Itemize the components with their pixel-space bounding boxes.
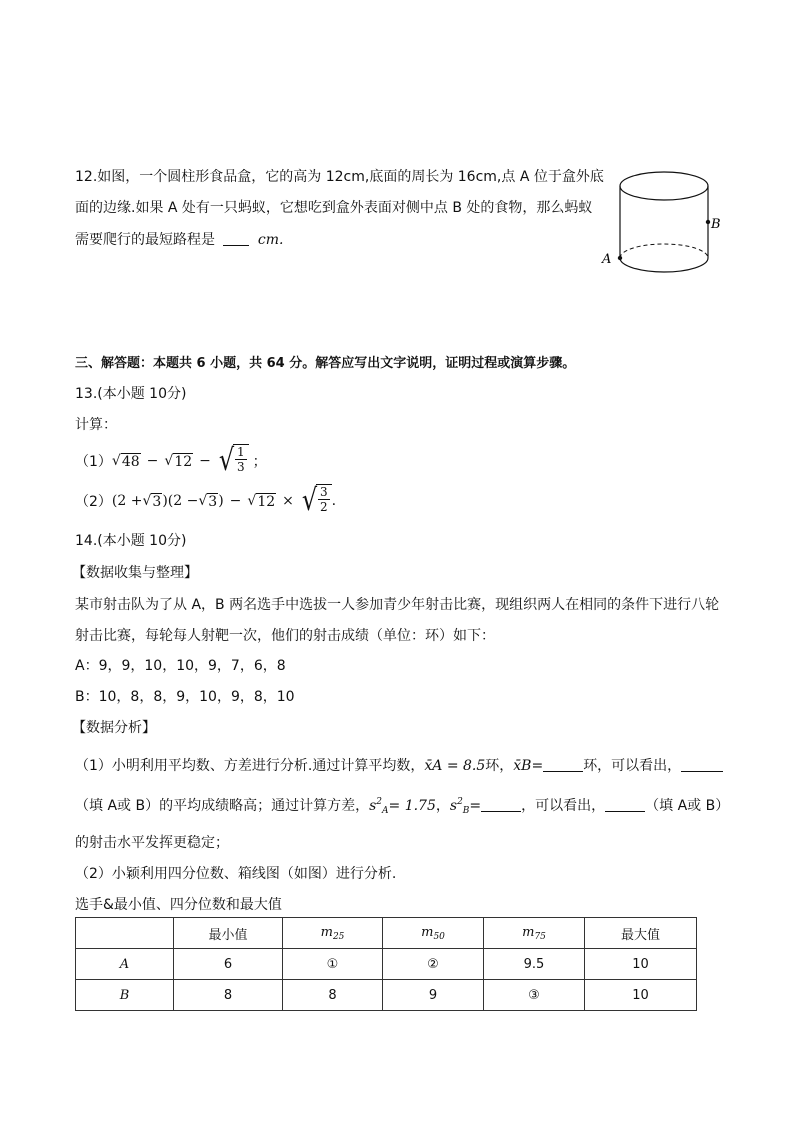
q13-part-2-label: （2） (75, 494, 112, 510)
table-cell: 10 (585, 949, 697, 980)
q13-part-2 (75, 483, 336, 519)
q14-part-1-line-3: 的射击水平发挥更稳定； (75, 835, 229, 851)
q12-unit: cm. (257, 232, 284, 248)
q14-part-1-line-1: （1）小明利用平均数、方差进行分析.通过计算平均数，x̄A = 8.5环，x̄B= 环，可以看出， (75, 755, 723, 775)
q14-part-1-post: 环，可以看出， (583, 758, 682, 774)
table-cell: ③ (484, 980, 585, 1011)
mean-b-blank (543, 757, 583, 772)
table-cell: ① (283, 949, 383, 980)
q12-line-1: 12.如图，一个圆柱形食品盒，它的高为 12cm,底面的周长为 16cm,点 A 位于盒外底 (75, 169, 604, 185)
table-cell: B (76, 980, 174, 1011)
table-header-row (76, 918, 697, 949)
q13-prompt: 计算： (75, 417, 117, 433)
table-cell: 6 (174, 949, 283, 980)
q14-part-1-text: （1）小明利用平均数、方差进行分析.通过计算平均数， (75, 758, 425, 774)
q14-part-1-line-2-tail: （填 A或 B） (645, 798, 730, 814)
table-header-m75: $m_{75}$ (484, 918, 585, 949)
table-row (76, 980, 697, 1011)
q14-part-1-mid: 环， (485, 758, 514, 774)
table-header-m50: $m_{50}$ (383, 918, 484, 949)
table-header-cell: 最大值 (585, 918, 697, 949)
variance-b-blank (481, 797, 521, 812)
q12-answer-blank (223, 231, 249, 246)
table-cell: 8 (283, 980, 383, 1011)
quartile-table (75, 917, 697, 1011)
table-row (76, 949, 697, 980)
q14-part-1-line-2-mid: ， (435, 798, 450, 814)
q14-part-1-line-2: （填 A或 B）的平均成绩略高；通过计算方差，$s^2_A= 1.75$，$s^2_B=$ ，可以看出， （填 A或 B） (75, 797, 730, 816)
q13-part-1-expression: √ 48 − √ 12 − √ $\frac{1}{3}$ ； (111, 443, 267, 478)
mean-b-symbol: x̄B (513, 758, 532, 774)
variance-a-value: = 1.75 (388, 798, 436, 814)
q12-line-2: 面的边缘.如果 A 处有一只蚂蚁，它想吃到盒外表面对侧中点 B 处的食物，那么蚂蚁 (75, 200, 593, 216)
cylinder-top-ellipse (620, 172, 708, 200)
higher-mean-blank (681, 757, 723, 772)
table-header-cell: 最小值 (174, 918, 283, 949)
q12-line-3-text: 需要爬行的最短路程是 (75, 232, 215, 248)
q13-part-1-label: （1） (75, 454, 112, 470)
table-cell: ② (383, 949, 484, 980)
q13-part-1 (75, 444, 267, 478)
q14-collect-heading: 【数据收集与整理】 (72, 565, 198, 581)
q14-scores-a: A：9，9，10，10，9，7，6，8 (75, 658, 286, 674)
q12-line-3 (75, 229, 283, 249)
table-cell: 9.5 (484, 949, 585, 980)
table-header-cell (76, 918, 174, 949)
q13-header: 13.(本小题 10分) (75, 386, 187, 402)
table-cell: 8 (174, 980, 283, 1011)
variance-a-symbol: $s^2_A$ (369, 797, 389, 816)
mean-a-expression: x̄A = 8.5 (424, 758, 486, 774)
more-stable-blank (605, 797, 645, 812)
variance-b-symbol: $s^2_B$ (449, 797, 470, 816)
q14-part-2: （2）小颖利用四分位数、箱线图（如图）进行分析. (75, 866, 397, 882)
q14-header: 14.(本小题 10分) (75, 533, 187, 549)
table-cell: A (76, 949, 174, 980)
point-b-dot (706, 220, 710, 224)
point-a-label: A (602, 252, 612, 267)
q14-analysis-heading: 【数据分析】 (72, 720, 156, 736)
q14-scores-b: B：10，8，8，9，10，9，8，10 (75, 689, 295, 705)
q14-intro-line-2: 射击比赛，每轮每人射靶一次，他们的射击成绩（单位：环）如下： (75, 628, 495, 644)
table-cell: 9 (383, 980, 484, 1011)
q14-part-1-line-2-post: ，可以看出， (521, 798, 606, 814)
section-3-title: 三、解答题：本题共 6 小题，共 64 分。解答应写出文字说明，证明过程或演算步骤。 (75, 356, 576, 371)
cylinder-bottom-back (620, 244, 708, 258)
point-b-label: B (711, 217, 721, 232)
q14-part-1-line-2-text: （填 A或 B）的平均成绩略高；通过计算方差， (75, 798, 370, 814)
cylinder-figure (598, 166, 728, 278)
cylinder-bottom-front (620, 258, 708, 272)
point-a-dot (618, 256, 622, 260)
q13-part-2-expression: (2 + √ 3 )(2 − √ 3 ) − √ 12 × √ $\frac{3}{2}$ . (111, 483, 337, 518)
table-caption: 选手&最小值、四分位数和最大值 (75, 897, 282, 913)
table-cell: 10 (585, 980, 697, 1011)
table-header-m25: $m_{25}$ (283, 918, 383, 949)
q14-intro-line-1: 某市射击队为了从 A，B 两名选手中选拔一人参加青少年射击比赛，现组织两人在相同的条件下进行八轮 (75, 597, 720, 613)
